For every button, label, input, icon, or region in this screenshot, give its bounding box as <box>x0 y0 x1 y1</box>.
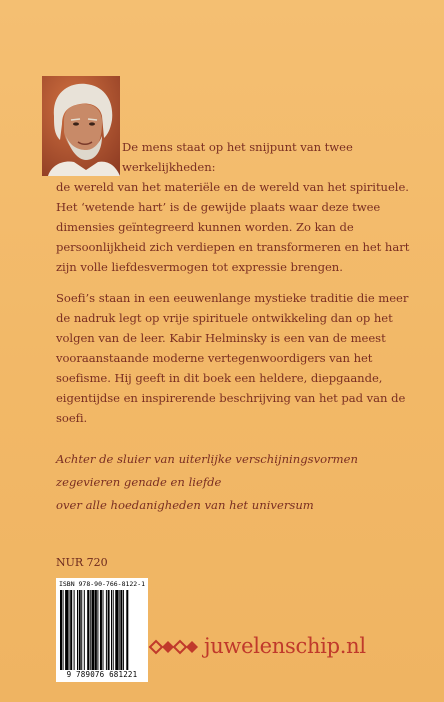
barcode-bar <box>95 590 97 670</box>
barcode-bar <box>74 590 75 670</box>
barcode-bar <box>119 590 120 670</box>
quote-line: Achter de sluier van uiterlijke verschijningsvormen <box>56 452 358 466</box>
body-paragraph: Soefi’s staan in een eeuwenlange mystieke traditie die meer de nadruk legt op vrije spirituele ontwikkeling dan op het volgen van de leer. Kabir Helminsky is een van de meest vooraanstaande moderne vertegenwoordigers van het soefisme. Hij geeft in dit boek een heldere, diepgaande, eigentijdse en inspirerende beschrijving van het pad van de soefi. <box>56 291 409 425</box>
isbn-barcode <box>56 578 148 682</box>
barcode-bar <box>120 590 122 670</box>
author-portrait <box>42 76 120 176</box>
isbn-label: ISBN 978-90-766-8122-1 <box>58 580 146 588</box>
barcode-bar <box>115 590 118 670</box>
barcode-bar <box>123 590 124 670</box>
barcode-bars <box>60 590 144 670</box>
barcode-bar <box>100 590 102 670</box>
barcode-bar <box>91 590 94 670</box>
barcode-bar <box>63 590 64 670</box>
barcode-bar <box>113 590 114 670</box>
barcode-bar <box>126 590 128 670</box>
barcode-bar <box>77 590 78 670</box>
barcode-bar <box>103 590 104 670</box>
barcode-bar <box>84 590 85 670</box>
barcode-bar <box>69 590 70 670</box>
barcode-bar <box>81 590 82 670</box>
barcode-bar <box>108 590 110 670</box>
intro-rest: de wereld van het materiële en de wereld van het spirituele. Het ‘wetende hart’ is de gewijde plaats waar deze twee dimensies geïntegreerd kunnen worden. Zo kan de persoonlijkheid zich verdiepen en transformeren en het hart zijn volle liefdesvermogen tot expressie brengen. <box>56 180 410 274</box>
barcode-bar <box>79 590 81 670</box>
barcode-digits: 9 789076 681221 <box>66 670 138 679</box>
jewel-mark-icon <box>148 639 200 655</box>
publisher-logo <box>148 632 388 662</box>
barcode-bar <box>111 590 112 670</box>
quote-line: over alle hoedanigheden van het universum <box>56 498 314 512</box>
barcode-bar <box>65 590 68 670</box>
barcode-bar <box>90 590 91 670</box>
barcode-bar <box>97 590 98 670</box>
barcode-bar <box>87 590 89 670</box>
quote-block <box>56 448 416 517</box>
barcode-bar <box>60 590 62 670</box>
intro-paragraph <box>56 137 422 277</box>
barcode-bar <box>106 590 107 670</box>
nur-code: NUR 720 <box>56 556 108 569</box>
quote-line: zegevieren genade en liefde <box>56 475 222 489</box>
barcode-bar <box>70 590 72 670</box>
intro-first-line: De mens staat op het snijpunt van twee werkelijkheden: <box>122 140 353 174</box>
publisher-name: juwelenschip.nl <box>204 634 366 658</box>
